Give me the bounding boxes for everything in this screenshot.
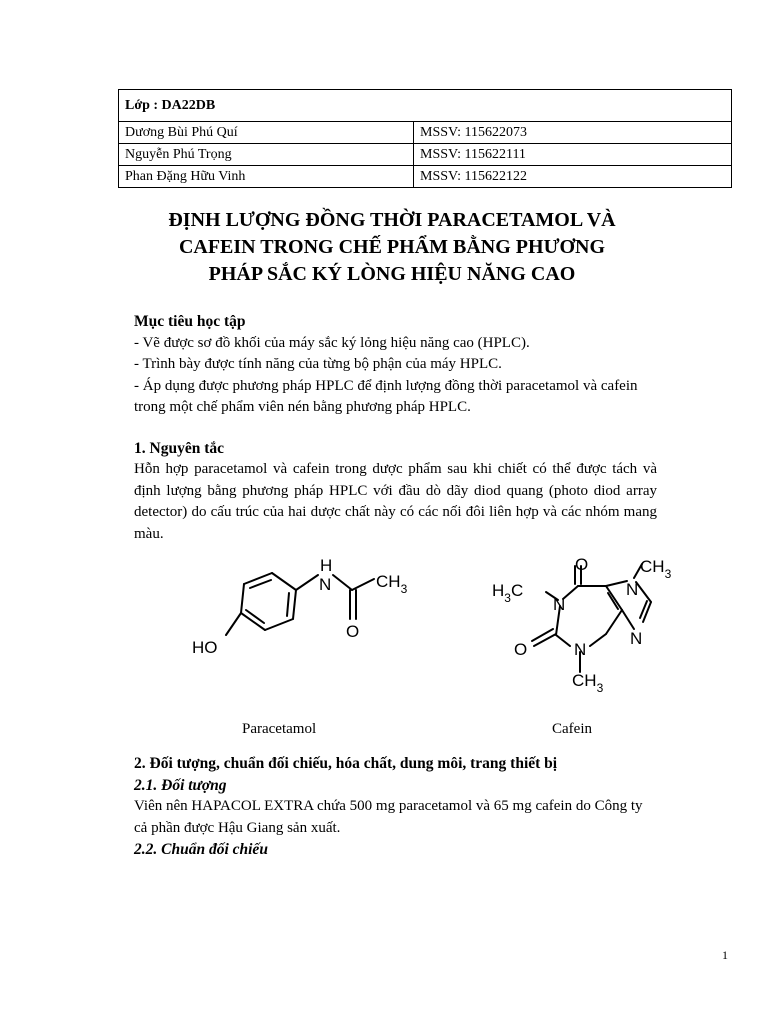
paracetamol-o-label: O bbox=[346, 622, 360, 641]
section2-1-body: Viên nên HAPACOL EXTRA chứa 500 mg paracetamol và 65 mg cafein do Công ty cả phần được Hậu Giang sản xuất. bbox=[134, 798, 643, 836]
objective-item: - Áp dụng được phương pháp HPLC để định lượng đồng thời paracetamol và cafein trong một chế phẩm viên nén bằng phương pháp HPLC. bbox=[134, 377, 638, 415]
title-line: ĐỊNH LƯỢNG ĐỒNG THỜI PARACETAMOL VÀ bbox=[168, 209, 616, 231]
cafein-n9-label: N bbox=[630, 629, 643, 648]
cafein-structure bbox=[490, 554, 690, 707]
cafein-ch3-bottom-label: $CH_3$ bbox=[572, 671, 604, 695]
table-row bbox=[119, 144, 732, 166]
objectives-heading: Mục tiêu học tập bbox=[134, 313, 246, 330]
objective-item: - Vẽ được sơ đồ khối của máy sắc ký lỏng hiệu năng cao (HPLC). bbox=[134, 334, 530, 351]
paracetamol-caption: Paracetamol bbox=[242, 721, 317, 737]
student-name: Nguyễn Phú Trọng bbox=[119, 144, 414, 166]
cafein-o-top-label: O bbox=[575, 555, 589, 574]
section2-heading: 2. Đối tượng, chuẩn đối chiếu, hóa chất, dung môi, trang thiết bị bbox=[134, 755, 558, 772]
paracetamol-n-label: N bbox=[319, 575, 332, 594]
student-info-table bbox=[118, 89, 732, 188]
paracetamol-ch3-label: $CH_3$ bbox=[376, 572, 408, 596]
student-mssv: MSSV: 115622111 bbox=[414, 144, 732, 166]
section1-heading: 1. Nguyên tắc bbox=[134, 439, 224, 457]
document-title bbox=[118, 207, 666, 288]
student-mssv: MSSV: 115622122 bbox=[414, 166, 732, 188]
table-row bbox=[119, 166, 732, 188]
paracetamol-structure-drawing bbox=[190, 557, 430, 667]
table-row bbox=[119, 122, 732, 144]
objective-item: - Trình bày được tính năng của từng bộ phận của máy HPLC. bbox=[134, 356, 502, 372]
cafein-caption: Cafein bbox=[552, 721, 592, 737]
cafein-ch3-top-label: $CH_3$ bbox=[640, 557, 672, 581]
title-line: PHÁP SẮC KÝ LÒNG HIỆU NĂNG CAO bbox=[208, 263, 576, 285]
title-line: CAFEIN TRONG CHẾ PHẨM BẰNG PHƯƠNG bbox=[178, 236, 606, 258]
cafein-n1-label: N bbox=[553, 595, 566, 614]
document-body bbox=[134, 311, 672, 861]
cafein-o-left-label: O bbox=[514, 640, 528, 659]
paracetamol-ho-label: HO bbox=[192, 638, 218, 657]
student-name: Dương Bùi Phú Quí bbox=[119, 122, 414, 144]
cafein-structure-drawing bbox=[490, 554, 690, 699]
cafein-h3c-label: $H_3C$ bbox=[492, 581, 524, 605]
student-mssv: MSSV: 115622073 bbox=[414, 122, 732, 144]
student-name: Phan Đặng Hữu Vinh bbox=[119, 166, 414, 188]
structure-figures bbox=[134, 555, 672, 753]
paracetamol-h-label: H bbox=[320, 557, 333, 575]
cafein-n7-label: N bbox=[626, 580, 639, 599]
cafein-n3-label: N bbox=[574, 640, 587, 659]
class-label: Lớp : DA22DB bbox=[119, 90, 732, 122]
page-number: 1 bbox=[722, 948, 728, 962]
paracetamol-structure bbox=[190, 557, 430, 675]
section2-1-heading: 2.1. Đối tượng bbox=[134, 776, 227, 794]
section2-2-heading: 2.2. Chuẩn đối chiếu bbox=[134, 841, 268, 858]
section1-body: Hỗn hợp paracetamol và cafein trong dược phẩm sau khi chiết có thể được tách và định lượng bằng phương pháp HPLC với đầu dò dãy diod quang (photo diod array detector) do cấu trúc của hai dược chất này có các nối đôi liên hợp và các nhóm mang màu. bbox=[134, 461, 657, 542]
